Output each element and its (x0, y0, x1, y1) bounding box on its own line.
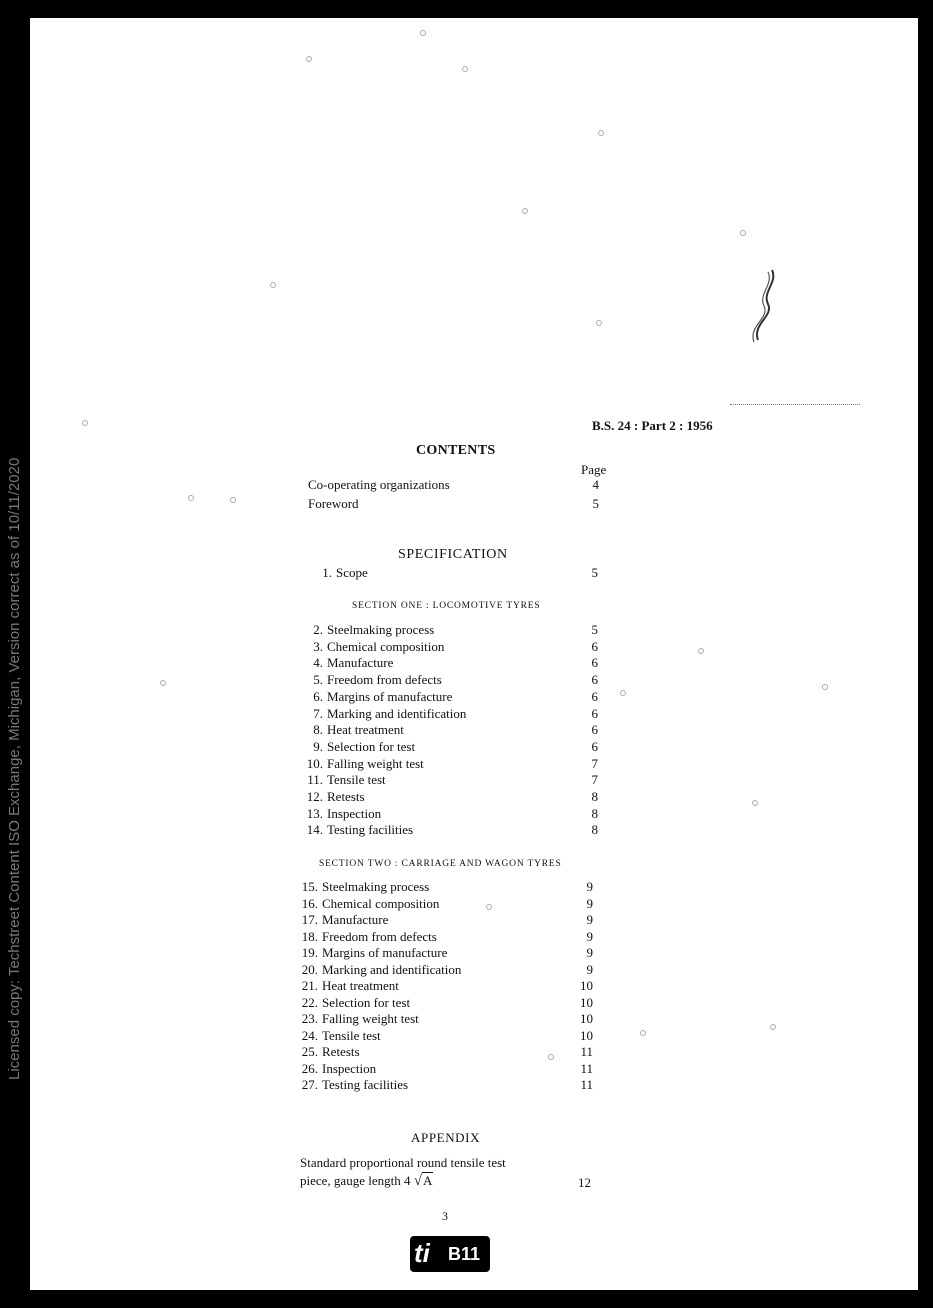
scan-speck (620, 690, 626, 696)
entry-page: 6 (591, 705, 598, 721)
entry-page: 9 (586, 945, 593, 960)
entry-page: 5 (591, 565, 598, 580)
entry-label: Heat treatment (322, 978, 399, 993)
scan-badge (410, 1236, 490, 1272)
entry-number: 13. (306, 805, 323, 821)
entry-page: 5 (592, 496, 599, 511)
entry-page: 8 (591, 822, 598, 838)
section-one-heading: SECTION ONE : LOCOMOTIVE TYRES (352, 601, 541, 611)
sqrt-argument: A (422, 1173, 433, 1188)
entry-page: 9 (586, 895, 593, 911)
toc-entry (303, 738, 415, 755)
entry-page: 5 (591, 622, 598, 637)
standard-reference: B.S. 24 : Part 2 : 1956 (592, 418, 713, 433)
entry-label: Selection for test (322, 994, 411, 1010)
scan-speck (270, 282, 276, 288)
entry-number: 20. (301, 961, 318, 977)
entry-label: Freedom from defects (322, 928, 437, 944)
toc-entry (303, 654, 393, 671)
toc-entry (298, 977, 399, 994)
entry-page: 10 (580, 1011, 593, 1026)
appendix-entry-line1: Standard proportional round tensile test (300, 1155, 506, 1170)
entry-number: 18. (301, 928, 318, 944)
scan-speck (188, 495, 194, 501)
toc-entry-scope (312, 564, 368, 581)
entry-label: Freedom from defects (327, 672, 442, 688)
entry-label: Margins of manufacture (322, 945, 448, 960)
entry-number: 23. (301, 1011, 318, 1026)
scan-speck (548, 1054, 554, 1060)
section-two-heading: SECTION TWO : CARRIAGE AND WAGON TYRES (319, 859, 562, 869)
entry-page: 8 (591, 789, 598, 804)
scan-speck (598, 130, 604, 136)
entry-page: 7 (591, 755, 598, 771)
entry-label: Manufacture (327, 655, 394, 671)
page-column-heading: Page (581, 462, 607, 477)
entry-page: 11 (580, 1060, 593, 1076)
entry-number: 26. (301, 1060, 318, 1076)
entry-label: Foreword (308, 496, 359, 511)
scan-speck (740, 230, 746, 236)
toc-entry (298, 895, 439, 912)
scan-speck (698, 648, 704, 654)
toc-entry (298, 928, 437, 945)
entry-number: 8. (313, 722, 323, 738)
scan-speck (230, 497, 236, 503)
entry-label: Manufacture (322, 912, 389, 927)
entry-page: 9 (586, 912, 593, 927)
scan-speck (770, 1024, 776, 1030)
entry-label: Marking and identification (322, 961, 462, 977)
scan-speck (822, 684, 828, 690)
toc-entry (298, 878, 429, 895)
entry-page: 4 (592, 477, 599, 492)
entry-label: Steelmaking process (322, 879, 430, 894)
entry-number: 4. (313, 655, 323, 671)
toc-entry (298, 1043, 360, 1060)
entry-number: 12. (306, 789, 323, 804)
entry-label: Heat treatment (327, 722, 404, 738)
entry-number: 22. (301, 994, 318, 1010)
contents-heading: CONTENTS (416, 443, 496, 458)
toc-entry (308, 476, 450, 493)
entry-label: Retests (327, 789, 365, 804)
appendix-line2-text: piece, gauge length 4 (300, 1173, 411, 1188)
toc-entry (303, 705, 466, 722)
scan-speck (596, 320, 602, 326)
entry-page: 8 (591, 805, 598, 821)
entry-number: 21. (301, 978, 318, 993)
entry-page: 7 (591, 772, 598, 788)
entry-page: 6 (591, 688, 598, 704)
entry-page: 9 (586, 879, 593, 894)
entry-label: Selection for test (327, 738, 416, 754)
entry-page: 10 (580, 1027, 593, 1043)
entry-label: Falling weight test (327, 755, 424, 771)
page-number: 3 (442, 1209, 448, 1223)
entry-label: Chemical composition (327, 638, 445, 654)
entry-label: Steelmaking process (327, 622, 435, 637)
toc-entry (303, 671, 442, 688)
toc-entry (303, 688, 452, 705)
scan-speck (462, 66, 468, 72)
entry-number: 14. (306, 822, 323, 838)
toc-entry (303, 638, 444, 655)
toc-entry (298, 1010, 419, 1027)
entry-label: Chemical composition (322, 895, 440, 911)
entry-label: Scope (336, 565, 368, 580)
entry-number: 17. (301, 912, 318, 927)
toc-entry (298, 911, 388, 928)
entry-number: 16. (301, 895, 318, 911)
entry-label: Inspection (322, 1060, 377, 1076)
entry-page: 6 (591, 722, 598, 738)
appendix-page: 12 (578, 1175, 591, 1190)
toc-entry (298, 994, 410, 1011)
entry-label: Margins of manufacture (327, 688, 453, 704)
entry-number: 6. (313, 688, 323, 704)
toc-entry (303, 721, 404, 738)
entry-number: 24. (301, 1027, 318, 1043)
entry-label: Tensile test (322, 1027, 381, 1043)
toc-entry (298, 1060, 376, 1077)
entry-number: 3. (313, 638, 323, 654)
entry-page: 11 (580, 1077, 593, 1092)
entry-label: Retests (322, 1044, 360, 1059)
badge-code: B11 (448, 1244, 481, 1264)
scan-speck (640, 1030, 646, 1036)
entry-label: Inspection (327, 805, 382, 821)
entry-page: 6 (591, 655, 598, 671)
entry-number: 1. (322, 565, 332, 580)
appendix-heading: APPENDIX (411, 1130, 481, 1145)
scan-speck (160, 680, 166, 686)
entry-number: 25. (301, 1044, 318, 1059)
entry-number: 27. (301, 1077, 318, 1092)
scan-speck (522, 208, 528, 214)
entry-page: 6 (591, 672, 598, 688)
toc-entry (303, 821, 413, 838)
scan-artifact-dotline (730, 404, 860, 405)
entry-page: 10 (580, 978, 593, 993)
entry-number: 19. (301, 945, 318, 960)
toc-entry (303, 771, 386, 788)
square-root-expression (414, 1173, 434, 1190)
toc-entry (303, 621, 434, 638)
entry-label: Co-operating organizations (308, 477, 450, 492)
entry-number: 11. (307, 772, 323, 788)
document-page (30, 18, 918, 1290)
entry-label: Testing facilities (322, 1077, 409, 1092)
scan-artifact-squiggle (742, 268, 782, 353)
toc-entry (298, 961, 461, 978)
entry-label: Tensile test (327, 772, 386, 788)
entry-page: 9 (586, 928, 593, 944)
entry-label: Falling weight test (322, 1011, 419, 1026)
entry-page: 11 (580, 1044, 593, 1059)
entry-page: 6 (591, 738, 598, 754)
toc-entry (308, 495, 359, 512)
entry-page: 9 (586, 961, 593, 977)
entry-number: 7. (313, 705, 323, 721)
toc-entry (298, 1027, 381, 1044)
scan-speck (752, 800, 758, 806)
toc-entry (303, 788, 365, 805)
ti-logo: ti (414, 1238, 430, 1268)
entry-number: 9. (313, 738, 323, 754)
toc-entry (298, 1076, 408, 1093)
toc-entry (303, 755, 424, 772)
scan-speck (420, 30, 426, 36)
scan-speck (82, 420, 88, 426)
scan-speck (306, 56, 312, 62)
entry-page: 6 (591, 638, 598, 654)
toc-entry (303, 805, 381, 822)
entry-label: Marking and identification (327, 705, 467, 721)
entry-number: 2. (313, 622, 323, 637)
specification-heading: SPECIFICATION (398, 547, 508, 562)
scan-speck (486, 904, 492, 910)
sqrt-symbol: √ (413, 1173, 422, 1189)
entry-label: Testing facilities (327, 822, 414, 838)
entry-number: 5. (313, 672, 323, 688)
entry-number: 10. (306, 755, 323, 771)
entry-page: 10 (580, 994, 593, 1010)
entry-number: 15. (301, 879, 318, 894)
toc-entry (298, 944, 447, 961)
license-watermark: Licensed copy: Techstreet Content ISO Exchange, Michigan, Version correct as of 10/11/2020 (6, 457, 23, 1080)
appendix-entry-line2 (300, 1173, 433, 1190)
